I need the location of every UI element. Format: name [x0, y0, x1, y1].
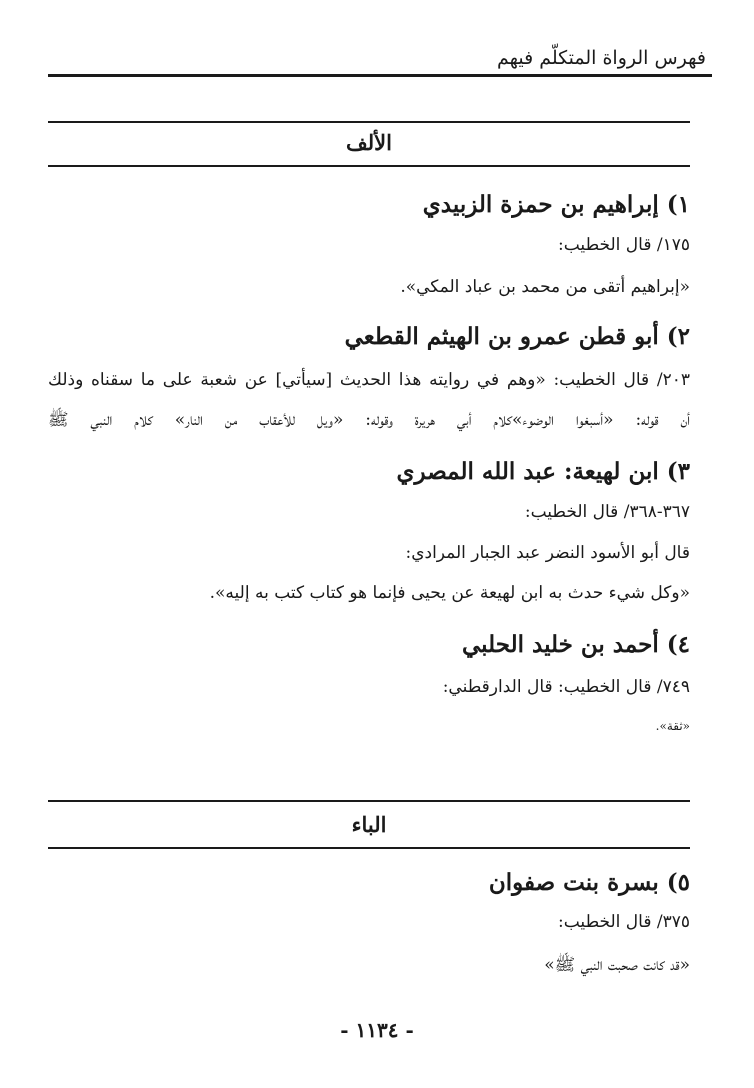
- running-header: فهرس الرواة المتكلّم فيهم: [496, 47, 706, 69]
- entry-heading: ٢) أبو قطن عمرو بن الهيثم القطعي: [344, 323, 690, 350]
- entry-line: «إبراهيم أتقى من محمد بن عباد المكي».: [400, 277, 690, 297]
- entry-line: ٣٧٥/ قال الخطيب:: [558, 912, 690, 932]
- entry-line: «قد كانت صحبت النبي ﷺ»: [544, 955, 690, 975]
- entry-heading: ١) إبراهيم بن حمزة الزبيدي: [422, 191, 690, 218]
- section-rule-top: [48, 121, 690, 123]
- entry-heading: ٣) ابن لهيعة: عبد الله المصري: [396, 458, 690, 485]
- entry-line: «وكل شيء حدث به ابن لهيعة عن يحيى فإنما هو كتاب كتب به إليه».: [209, 583, 690, 603]
- entry-heading: ٥) بسرة بنت صفوان: [488, 869, 690, 896]
- section-rule-top: [48, 800, 690, 802]
- entry-line: ٢٠٣/ قال الخطيب: «وهم في روايته هذا الحديث [سيأتي] عن شعبة على ما سقناه وذلك: [48, 370, 690, 390]
- section-title-alif: الألف: [346, 130, 392, 155]
- entry-line: ١٧٥/ قال الخطيب:: [558, 235, 690, 255]
- entry-heading: ٤) أحمد بن خليد الحلبي: [462, 631, 690, 658]
- entry-line: «ثقة».: [655, 719, 690, 733]
- entry-line: أن قوله: «أسبغوا الوضوء»كلام أبي هريرة وقوله: «ويل للأعقاب من النار» كلام النبي ﷺ: [48, 410, 690, 430]
- entry-line: ٣٦٧-٣٦٨/ قال الخطيب:: [524, 502, 690, 522]
- section-rule-bottom: [48, 847, 690, 849]
- entry-line: قال أبو الأسود النضر عبد الجبار المرادي:: [405, 543, 690, 563]
- section-rule-bottom: [48, 165, 690, 167]
- page-number: - ١١٣٤ -: [340, 1018, 414, 1042]
- section-title-ba: الباء: [351, 812, 387, 837]
- entry-line: ٧٤٩/ قال الخطيب: قال الدارقطني:: [442, 677, 690, 697]
- header-rule: [48, 74, 712, 77]
